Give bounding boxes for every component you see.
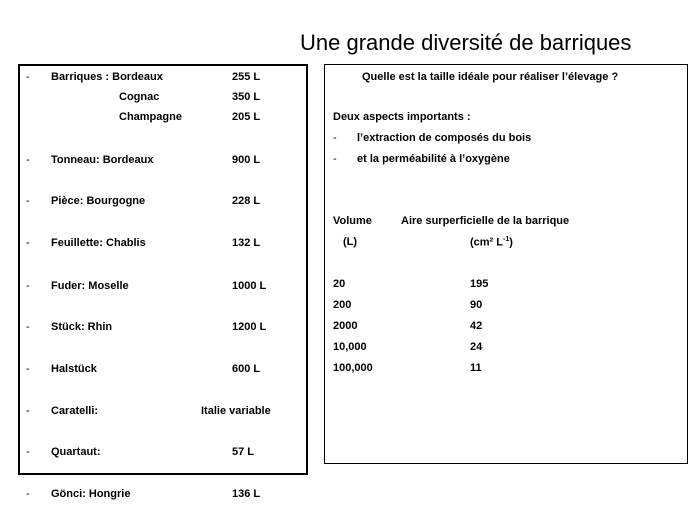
barrel-volume: 255 L xyxy=(232,71,261,83)
list-bullet: - xyxy=(26,488,30,500)
table-area: 11 xyxy=(470,362,482,374)
barrel-volume: 600 L xyxy=(232,363,261,375)
list-bullet: - xyxy=(26,405,30,417)
barrel-name: Fuder: Moselle xyxy=(51,280,129,292)
area-header: Aire surperficielle de la barrique xyxy=(401,215,570,227)
barrel-name: Gönci: Hongrie xyxy=(51,488,131,500)
table-volume: 10,000 xyxy=(333,341,367,353)
list-bullet: - xyxy=(26,280,30,292)
barrel-name: Caratelli: xyxy=(51,405,99,417)
barrel-name: Barriques : Bordeaux xyxy=(51,71,163,83)
list-bullet: - xyxy=(26,237,30,249)
aspects-title: Deux aspects importants : xyxy=(333,111,471,123)
list-bullet: - xyxy=(26,363,30,375)
question-heading: Quelle est la taille idéale pour réaliser l’élevage ? xyxy=(362,71,619,83)
list-bullet: - xyxy=(26,321,30,333)
ideal-size-box xyxy=(324,64,688,464)
barrel-name: Quartaut: xyxy=(51,446,101,458)
barrel-name: Cognac xyxy=(119,91,160,103)
barrel-volume: 1000 L xyxy=(232,280,267,292)
aspect-item: l’extraction de composés du bois xyxy=(357,132,532,144)
list-bullet: - xyxy=(26,71,30,83)
area-unit: (cm² $L^{-1}$) xyxy=(470,236,513,249)
list-bullet: - xyxy=(26,446,30,458)
table-volume: 200 xyxy=(333,299,352,311)
volume-unit: (L) xyxy=(343,236,358,248)
list-bullet: - xyxy=(333,132,337,144)
barrel-name: Champagne xyxy=(119,111,182,123)
list-bullet: - xyxy=(333,153,337,165)
table-area: 195 xyxy=(470,278,489,290)
barrel-name: Pièce: Bourgogne xyxy=(51,195,146,207)
barrel-name: Stück: Rhin xyxy=(51,321,113,333)
barrel-volume: 1200 L xyxy=(232,321,267,333)
aspect-item: et la perméabilité à l’oxygène xyxy=(357,153,510,165)
barrel-volume: 136 L xyxy=(232,488,261,500)
barrel-name: Feuillette: Chablis xyxy=(51,237,146,249)
table-volume: 20 xyxy=(333,278,346,290)
volume-header: Volume xyxy=(333,215,372,227)
slide-title: Une grande diversité de barriques xyxy=(300,30,632,55)
table-volume: 100,000 xyxy=(333,362,373,374)
barrel-volume: Italie variable xyxy=(201,405,271,417)
table-area: 42 xyxy=(470,320,483,332)
list-bullet: - xyxy=(26,154,30,166)
barrel-volume: 205 L xyxy=(232,111,261,123)
barrel-volume: 228 L xyxy=(232,195,261,207)
barrel-volume: 57 L xyxy=(232,446,255,458)
barrel-name: Tonneau: Bordeaux xyxy=(51,154,154,166)
barrel-name: Halstück xyxy=(51,363,97,375)
table-area: 24 xyxy=(470,341,483,353)
barrel-volume: 350 L xyxy=(232,91,261,103)
list-bullet: - xyxy=(26,195,30,207)
table-volume: 2000 xyxy=(333,320,358,332)
barrel-volume: 900 L xyxy=(232,154,261,166)
table-area: 90 xyxy=(470,299,483,311)
barrel-volume: 132 L xyxy=(232,237,261,249)
